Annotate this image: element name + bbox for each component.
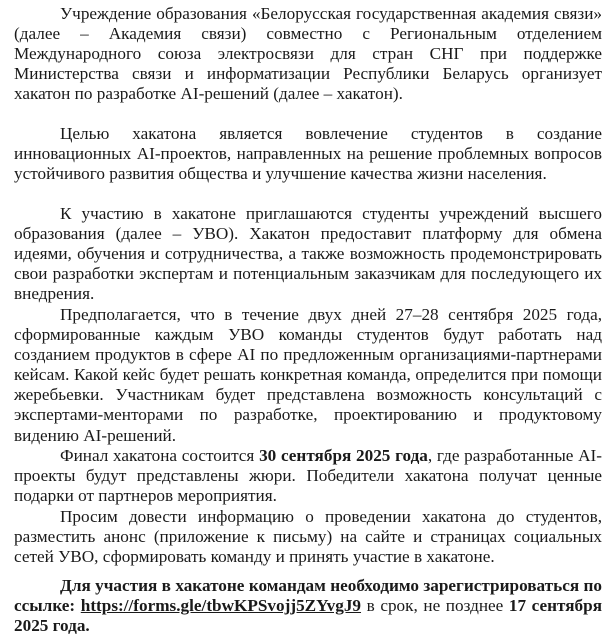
paragraph-registration	[14, 576, 602, 636]
paragraph-final	[14, 446, 602, 506]
final-text-after: , где разработанные AI-проекты будут представлены жюри. Победители хакатона получат ценные подарки от партнеров мероприятия.	[14, 446, 603, 506]
paragraph-organizer: Учреждение образования «Белорусская государственная академия связи» (далее – Академия связи) совместно с Региональным отделением Международного союза электросвязи для стран СНГ при поддержке Министерства связи и информатизации Республики Беларусь организует хакатон по разработке AI-решений (далее – хакатон).	[14, 4, 602, 104]
registration-link[interactable]: https://forms.gle/tbwKPSvojj5ZYvgJ9	[80, 596, 362, 616]
paragraph-participants: К участию в хакатоне приглашаются студенты учреждений высшего образования (далее – УВО). Хакатон предоставит платформу для обмена идеями, обучения и сотрудничества, а также возможность продемонстрировать свои разработки экспертам и потенциальным заказчикам для последующего их внедрения.	[14, 204, 602, 304]
paragraph-schedule: Предполагается, что в течение двух дней 27–28 сентября 2025 года, сформированные каждым УВО команды студентов будут работать над созданием продуктов в сфере AI по предложенным организациями-партнерами кейсам. Какой кейс будет решать конкретная команда, определится при помощи жеребьевки. Участникам будет представлена возможность консультаций с экспертами-менторами по разработке, проектированию и продуктовому видению AI-решений.	[14, 305, 602, 445]
registration-deadline: 17 сентября 2025 года.	[14, 596, 602, 636]
registration-intro: Для участия в хакатоне командам необходимо зарегистрироваться по ссылке:	[14, 576, 602, 616]
final-text-before: Финал хакатона состоится	[60, 446, 260, 465]
paragraph-request: Просим довести информацию о проведении хакатона до студентов, разместить анонс (приложение к письму) на сайте и страницах социальных сетей УВО, сформировать команду и принять участие в хакатоне.	[14, 507, 602, 567]
paragraph-goal: Целью хакатона является вовлечение студентов в создание инновационных AI-проектов, направленных на решение проблемных вопросов устойчивого развития общества и улучшение качества жизни населения.	[14, 124, 602, 184]
registration-middle: в срок, не позднее	[361, 596, 509, 616]
final-date: 30 сентября 2025 года	[259, 446, 428, 465]
